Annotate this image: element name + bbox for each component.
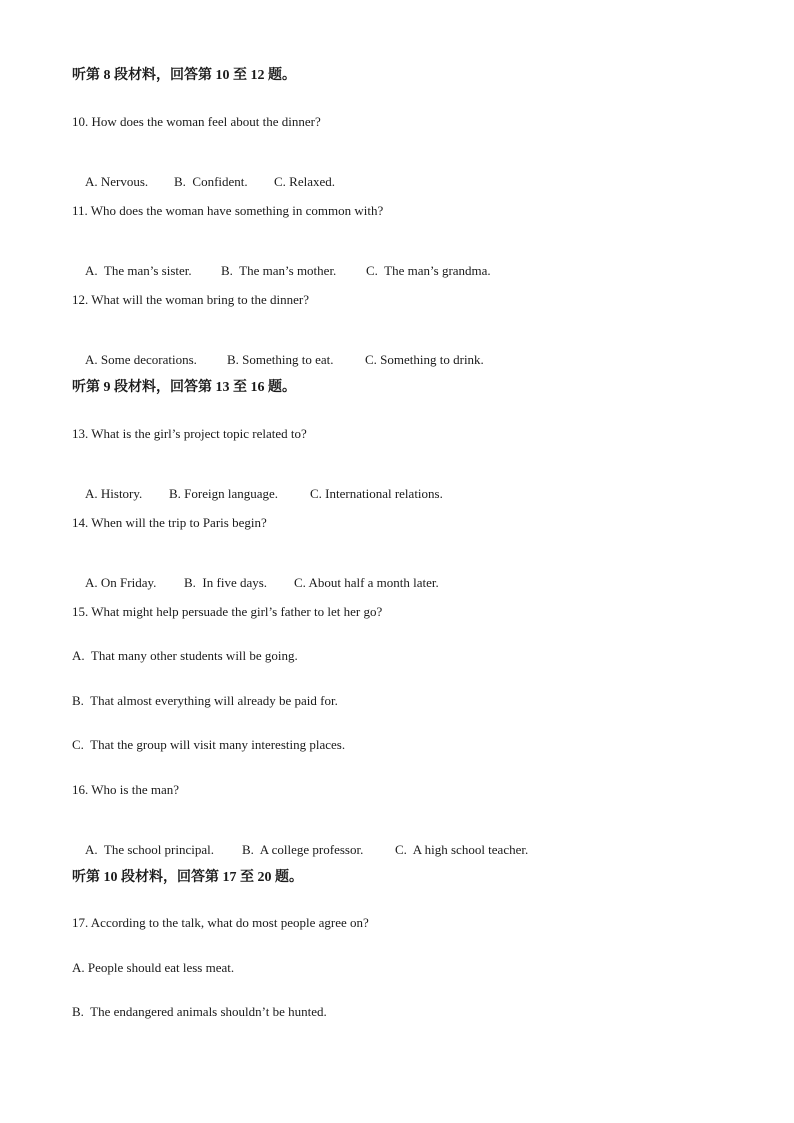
option-a: A. Some decorations. — [85, 352, 197, 367]
option-c: C. Something to drink. — [365, 352, 484, 367]
options-11 — [72, 247, 491, 295]
option-b: B. The endangered animals shouldn’t be hunted. — [72, 1004, 327, 1019]
section-heading: 听第 8 段材料，回答第 10 至 12 题。 — [72, 68, 296, 83]
options-13 — [72, 470, 443, 518]
option-c: C. A high school teacher. — [395, 842, 529, 857]
option-a: A. Nervous. — [85, 174, 149, 189]
option-c: C. The man’s grandma. — [366, 263, 491, 278]
section-heading: 听第 9 段材料，回答第 13 至 16 题。 — [72, 380, 296, 395]
question-10: 10. How does the woman feel about the dinner? — [72, 114, 321, 129]
option-b: B. In five days. — [184, 575, 268, 590]
question-13: 13. What is the girl’s project topic related to? — [72, 426, 307, 441]
option-b: B. Something to eat. — [227, 352, 334, 367]
option-b: B. The man’s mother. — [221, 263, 337, 278]
options-14 — [72, 559, 439, 607]
question-16: 16. Who is the man? — [72, 782, 179, 797]
section-heading: 听第 10 段材料，回答第 17 至 20 题。 — [72, 870, 303, 885]
option-c: C. About half a month later. — [294, 575, 439, 590]
option-a: A. The school principal. — [85, 842, 215, 857]
question-15: 15. What might help persuade the girl’s father to let her go? — [72, 604, 383, 619]
question-12: 12. What will the woman bring to the dinner? — [72, 292, 309, 307]
option-b: B. Confident. — [174, 174, 248, 189]
question-17: 17. According to the talk, what do most people agree on? — [72, 915, 369, 930]
option-a: A. That many other students will be going. — [72, 648, 298, 663]
options-16 — [72, 826, 528, 874]
options-10 — [72, 158, 335, 206]
option-c: C. That the group will visit many interesting places. — [72, 737, 346, 752]
option-b: B. That almost everything will already be paid for. — [72, 693, 338, 708]
option-a: A. On Friday. — [85, 575, 157, 590]
option-a: A. People should eat less meat. — [72, 960, 235, 975]
option-c: C. International relations. — [310, 486, 443, 501]
options-12 — [72, 336, 484, 384]
option-a: A. The man’s sister. — [85, 263, 192, 278]
option-b: B. A college professor. — [242, 842, 364, 857]
option-a: A. History. — [85, 486, 143, 501]
option-b: B. Foreign language. — [169, 486, 279, 501]
question-14: 14. When will the trip to Paris begin? — [72, 515, 267, 530]
option-c: C. Relaxed. — [274, 174, 336, 189]
question-11: 11. Who does the woman have something in common with? — [72, 203, 384, 218]
